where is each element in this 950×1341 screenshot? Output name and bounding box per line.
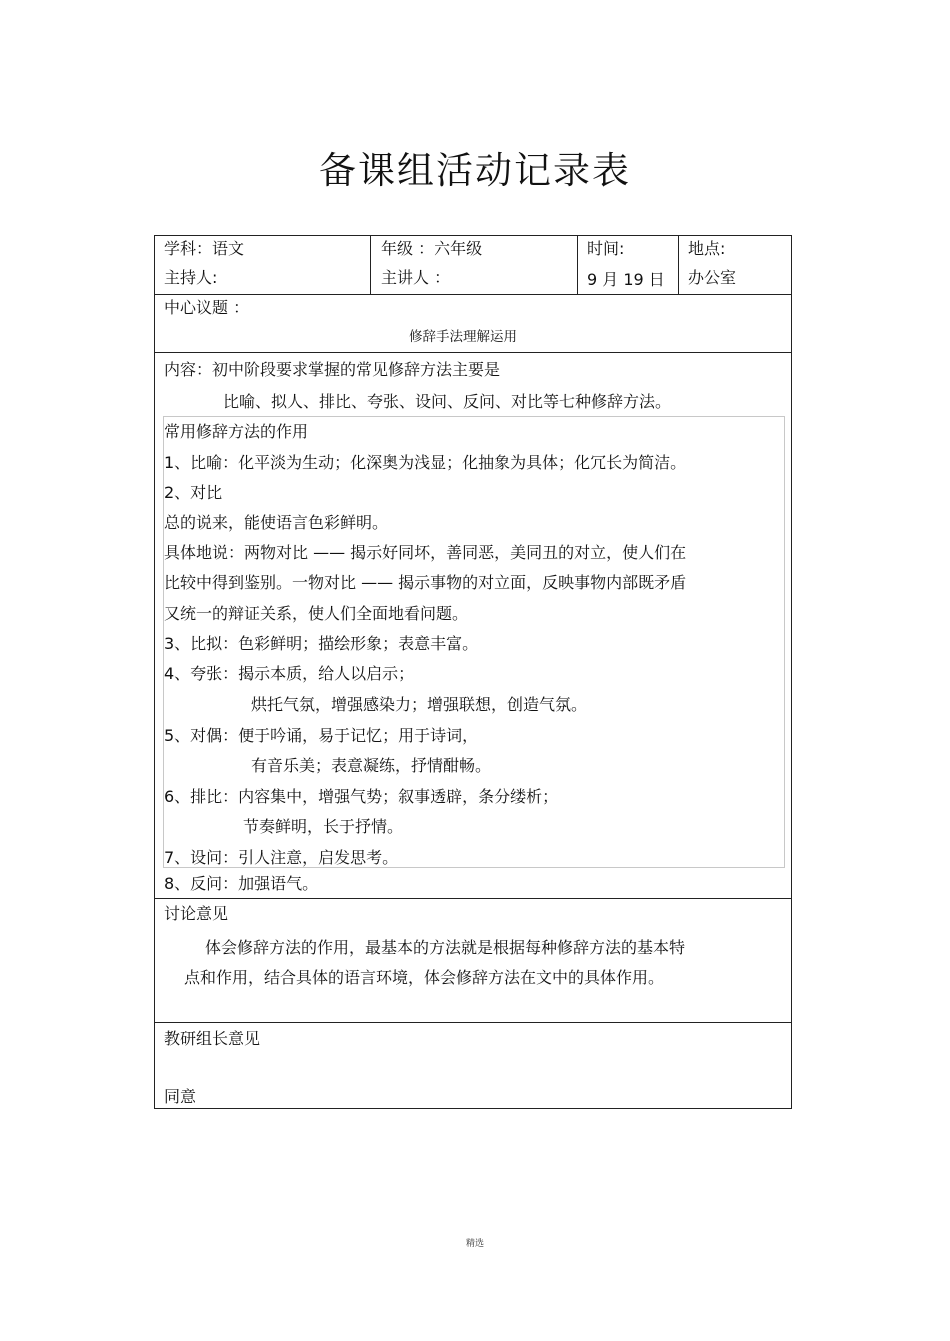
content-intro: 内容：初中阶段要求掌握的常见修辞方法主要是 — [164, 360, 501, 379]
col-divider — [370, 236, 371, 294]
content-intro-cont: 比喻、拟人、排比、夸张、设问、反问、对比等七种修辞方法。 — [223, 392, 672, 411]
content-line: 常用修辞方法的作用 — [164, 422, 309, 441]
discussion-line: 点和作用，结合具体的语言环境，体会修辞方法在文中的具体作用。 — [184, 968, 665, 987]
content-line: 1、比喻：化平淡为生动；化深奥为浅显；化抽象为具体；化冗长为简洁。 — [164, 453, 687, 472]
content-line: 5、对偶：便于吟诵，易于记忆；用于诗词， — [164, 726, 479, 745]
col-divider — [678, 236, 679, 294]
page-title: 备课组活动记录表 — [319, 149, 631, 192]
subject-field: 学科：语文 — [164, 239, 245, 258]
content-line: 3、比拟：色彩鲜明；描绘形象；表意丰富。 — [164, 634, 479, 653]
row-divider — [155, 898, 791, 899]
place-value: 办公室 — [688, 268, 737, 287]
leader-opinion: 同意 — [164, 1087, 197, 1106]
place-label: 地点: — [688, 239, 726, 258]
col-divider — [577, 236, 578, 294]
lecturer-field: 主讲人 ： — [381, 268, 451, 287]
grade-field: 年级 ：六年级 — [381, 239, 483, 258]
topic-value: 修辞手法理解运用 — [409, 329, 517, 345]
content-line: 具体地说：两物对比 —— 揭示好同坏，善同恶，美同丑的对立，使人们在 — [164, 543, 687, 562]
content-line: 8、反问：加强语气。 — [164, 874, 319, 893]
topic-label: 中心议题 ： — [164, 298, 250, 317]
time-value: 9 月 19 日 — [587, 270, 665, 289]
content-line: 总的说来，能使语言色彩鲜明。 — [164, 513, 389, 532]
record-table — [154, 235, 792, 1109]
discussion-label: 讨论意见 — [164, 904, 229, 923]
content-line: 又统一的辩证关系，使人们全面地看问题。 — [164, 604, 469, 623]
row-divider — [155, 294, 791, 295]
content-line: 2、对比 — [164, 483, 223, 502]
content-line: 比较中得到鉴别。一物对比 —— 揭示事物的对立面，反映事物内部既矛盾 — [164, 573, 687, 592]
content-line: 节奏鲜明，长于抒情。 — [243, 817, 404, 836]
content-line: 烘托气氛，增强感染力；增强联想，创造气氛。 — [251, 695, 588, 714]
footer-text: 精选 — [465, 1239, 484, 1249]
row-divider — [155, 1022, 791, 1023]
content-line: 7、设问：引人注意，启发思考。 — [164, 848, 399, 867]
leader-label: 教研组长意见 — [164, 1029, 261, 1048]
content-line: 有音乐美；表意凝练，抒情酣畅。 — [251, 756, 492, 775]
content-line: 6、排比：内容集中，增强气势；叙事透辟，条分缕析； — [164, 787, 559, 806]
row-divider — [155, 352, 791, 353]
content-line: 4、夸张：揭示本质，给人以启示； — [164, 664, 415, 683]
time-label: 时间: — [587, 239, 625, 258]
host-field: 主持人: — [164, 268, 218, 287]
discussion-line: 体会修辞方法的作用，最基本的方法就是根据每种修辞方法的基本特 — [205, 938, 686, 957]
